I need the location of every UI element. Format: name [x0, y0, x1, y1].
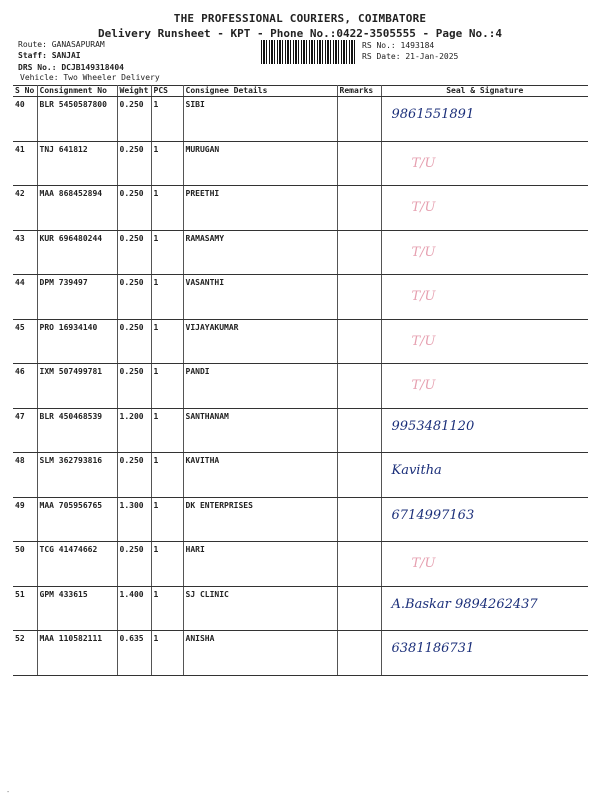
- table-row: [13, 497, 588, 542]
- vehicle-label: Vehicle: Two Wheeler Delivery: [20, 73, 160, 82]
- remarks-cell: [337, 186, 381, 231]
- pieces-count: 1: [151, 586, 183, 631]
- weight-value: 0.250: [117, 141, 151, 186]
- table-row: [13, 275, 588, 320]
- serial-number: 40: [13, 97, 37, 142]
- tu-handwritten-mark: T/U: [411, 244, 436, 260]
- consignee-name: VASANTHI: [183, 275, 337, 320]
- handwritten-signature: 9953481120: [391, 418, 475, 434]
- consignment-number: SLM 362793816: [37, 453, 117, 498]
- table-header-row: [13, 86, 588, 97]
- col-header-consignee: Consignee Details: [183, 86, 337, 97]
- table-row: [13, 453, 588, 498]
- remarks-cell: [337, 141, 381, 186]
- pieces-count: 1: [151, 453, 183, 498]
- weight-value: 0.250: [117, 364, 151, 409]
- col-header-sno: S No: [13, 86, 37, 97]
- consignee-name: SANTHANAM: [183, 408, 337, 453]
- consignment-number: GPM 433615: [37, 586, 117, 631]
- col-header-signature: Seal & Signature: [381, 86, 588, 97]
- company-title: THE PROFESSIONAL COURIERS, COIMBATORE: [173, 12, 427, 25]
- signature-cell: [381, 408, 588, 453]
- serial-number: 46: [13, 364, 37, 409]
- remarks-cell: [337, 364, 381, 409]
- handwritten-signature: A.Baskar 9894262437: [391, 596, 538, 612]
- remarks-cell: [337, 230, 381, 275]
- consignment-number: BLR 450468539: [37, 408, 117, 453]
- consignee-name: ANISHA: [183, 631, 337, 676]
- consignee-name: MURUGAN: [183, 141, 337, 186]
- table-row: [13, 319, 588, 364]
- table-row: [13, 97, 588, 142]
- consignment-number: MAA 705956765: [37, 497, 117, 542]
- serial-number: 48: [13, 453, 37, 498]
- consignment-number: TNJ 641812: [37, 141, 117, 186]
- pieces-count: 1: [151, 364, 183, 409]
- serial-number: 41: [13, 141, 37, 186]
- serial-number: 51: [13, 586, 37, 631]
- signature-cell: [381, 186, 588, 231]
- signature-cell: [381, 230, 588, 275]
- signature-cell: [381, 141, 588, 186]
- serial-number: 50: [13, 542, 37, 587]
- rs-date: RS Date: 21-Jan-2025: [362, 52, 459, 61]
- tu-handwritten-mark: T/U: [411, 200, 436, 215]
- table-row: [13, 364, 588, 409]
- handwritten-signature: 6381186731: [391, 641, 475, 656]
- weight-value: 0.250: [117, 97, 151, 142]
- consignment-number: BLR 5450587800: [37, 97, 117, 142]
- remarks-cell: [337, 497, 381, 542]
- remarks-cell: [337, 542, 381, 587]
- tu-handwritten-mark: T/U: [411, 333, 436, 349]
- col-header-remarks: Remarks: [337, 86, 381, 97]
- pieces-count: 1: [151, 631, 183, 676]
- remarks-cell: [337, 408, 381, 453]
- remarks-cell: [337, 586, 381, 631]
- serial-number: 42: [13, 186, 37, 231]
- remarks-cell: [337, 631, 381, 676]
- signature-cell: [381, 453, 588, 498]
- tu-handwritten-mark: T/U: [411, 155, 436, 171]
- col-header-pcs: PCS: [151, 86, 183, 97]
- table-row: [13, 186, 588, 231]
- tu-handwritten-mark: T/U: [411, 289, 436, 304]
- serial-number: 44: [13, 275, 37, 320]
- signature-cell: [381, 586, 588, 631]
- consignee-name: VIJAYAKUMAR: [183, 319, 337, 364]
- page-edge-mark: -: [6, 788, 11, 796]
- consignee-name: PANDI: [183, 364, 337, 409]
- consignment-number: DPM 739497: [37, 275, 117, 320]
- staff-label: Staff: SANJAI: [18, 51, 81, 60]
- weight-value: 0.250: [117, 319, 151, 364]
- weight-value: 1.200: [117, 408, 151, 453]
- pieces-count: 1: [151, 186, 183, 231]
- weight-value: 1.400: [117, 586, 151, 631]
- remarks-cell: [337, 97, 381, 142]
- weight-value: 1.300: [117, 497, 151, 542]
- pieces-count: 1: [151, 97, 183, 142]
- signature-cell: [381, 542, 588, 587]
- serial-number: 45: [13, 319, 37, 364]
- table-row: [13, 141, 588, 186]
- consignee-name: DK ENTERPRISES: [183, 497, 337, 542]
- pieces-count: 1: [151, 408, 183, 453]
- weight-value: 0.250: [117, 453, 151, 498]
- pieces-count: 1: [151, 141, 183, 186]
- remarks-cell: [337, 319, 381, 364]
- delivery-table: [13, 85, 588, 676]
- rs-number: RS No.: 1493184: [362, 41, 435, 50]
- signature-cell: [381, 497, 588, 542]
- weight-value: 0.250: [117, 542, 151, 587]
- table-row: [13, 408, 588, 453]
- pieces-count: 1: [151, 275, 183, 320]
- weight-value: 0.250: [117, 275, 151, 320]
- consignee-name: PREETHI: [183, 186, 337, 231]
- consignment-number: KUR 696480244: [37, 230, 117, 275]
- pieces-count: 1: [151, 497, 183, 542]
- table-row: [13, 230, 588, 275]
- consignee-name: HARI: [183, 542, 337, 587]
- tu-handwritten-mark: T/U: [411, 378, 436, 393]
- consignment-number: MAA 868452894: [37, 186, 117, 231]
- signature-cell: [381, 319, 588, 364]
- consignee-name: RAMASAMY: [183, 230, 337, 275]
- tu-handwritten-mark: T/U: [411, 556, 436, 571]
- barcode-image: [261, 40, 357, 64]
- route-label: Route: GANASAPURAM: [18, 40, 105, 49]
- handwritten-signature: 9861551891: [391, 107, 475, 122]
- signature-cell: [381, 364, 588, 409]
- serial-number: 43: [13, 230, 37, 275]
- serial-number: 47: [13, 408, 37, 453]
- remarks-cell: [337, 275, 381, 320]
- consignee-name: SJ CLINIC: [183, 586, 337, 631]
- pieces-count: 1: [151, 230, 183, 275]
- weight-value: 0.635: [117, 631, 151, 676]
- signature-cell: [381, 97, 588, 142]
- consignment-number: PRO 16934140: [37, 319, 117, 364]
- consignment-number: MAA 110582111: [37, 631, 117, 676]
- pieces-count: 1: [151, 542, 183, 587]
- col-header-consignment: Consignment No: [37, 86, 117, 97]
- serial-number: 49: [13, 497, 37, 542]
- consignee-name: SIBI: [183, 97, 337, 142]
- drs-number: DRS No.: DCJB149318404: [18, 63, 124, 72]
- remarks-cell: [337, 453, 381, 498]
- col-header-weight: Weight: [117, 86, 151, 97]
- pieces-count: 1: [151, 319, 183, 364]
- consignment-number: TCG 41474662: [37, 542, 117, 587]
- signature-cell: [381, 275, 588, 320]
- weight-value: 0.250: [117, 186, 151, 231]
- handwritten-signature: Kavitha: [391, 463, 442, 478]
- table-row: [13, 542, 588, 587]
- table-row: [13, 631, 588, 676]
- weight-value: 0.250: [117, 230, 151, 275]
- consignee-name: KAVITHA: [183, 453, 337, 498]
- signature-cell: [381, 631, 588, 676]
- table-row: [13, 586, 588, 631]
- runsheet-subtitle: Delivery Runsheet - KPT - Phone No.:0422-3505555 - Page No.:4: [98, 27, 502, 40]
- serial-number: 52: [13, 631, 37, 676]
- consignment-number: IXM 507499781: [37, 364, 117, 409]
- handwritten-signature: 6714997163: [391, 507, 475, 523]
